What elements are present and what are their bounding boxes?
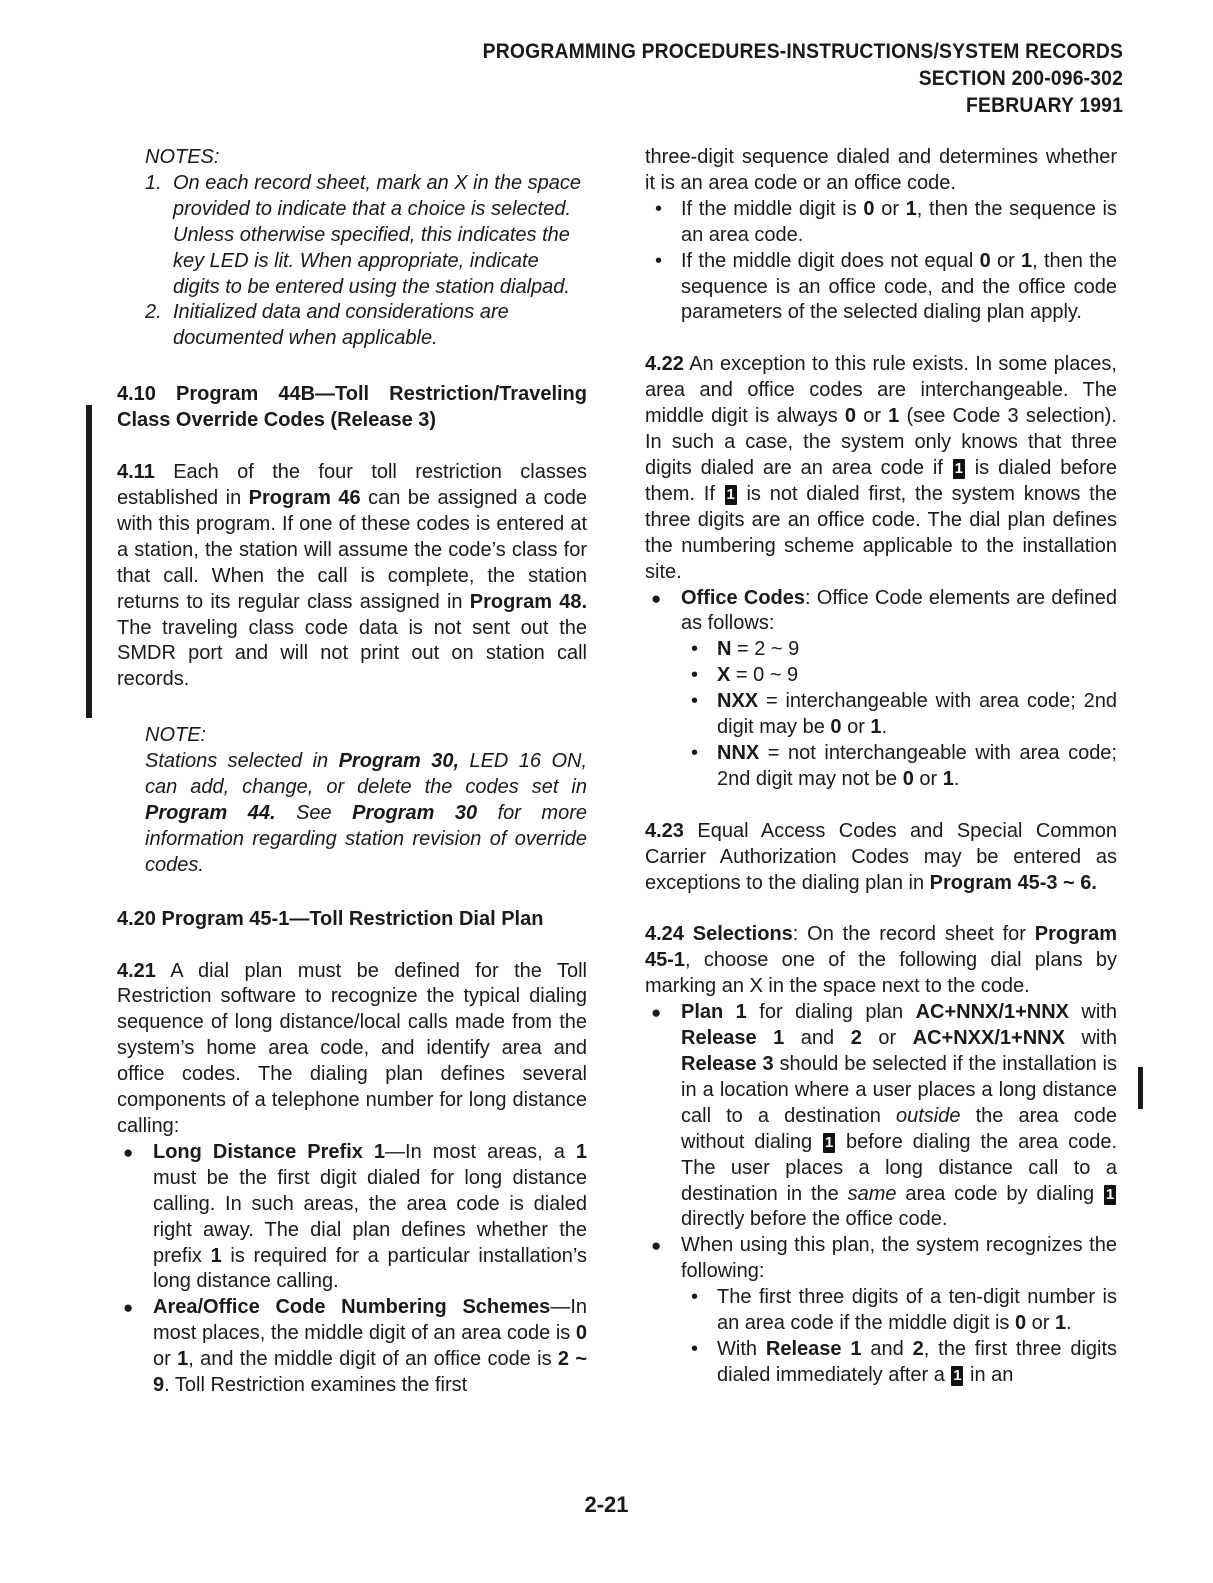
dial-plans-list	[645, 1000, 1117, 1389]
key-1-icon: 1	[954, 459, 963, 477]
paragraph-4-21: 4.21 A dial plan must be defined for the Toll Restriction software to recognize the typical dialing sequence of long distance/local calls made from the system’s home area code, and identify area and office codes. The dialing plan defines several components of a telephone number for long distance calling:	[117, 959, 587, 1137]
paragraph-4-23: 4.23 Equal Access Codes and Special Common Carrier Authorization Codes may be entered as exceptions to the dialing plan in Program 45-3 ~ 6.	[645, 819, 1117, 894]
element-nxx: • NXX = interchangeable with area code; 2nd digit may be 0 or 1.	[681, 689, 1117, 741]
list-item-office-codes: ● Office Codes: Office Code elements are defined as follows: • N = 2 ~ 9 • X = 0 ~ 9 • NXX = interchangeable with area code; 2nd digit may be 0 or 1. • NNX = not interchangeable with area code; 2nd digit may not be 0 or 1.	[645, 586, 1117, 793]
list-item-office-code-rule: • If the middle digit does not equal 0 or 1, then the sequence is an office code, and the office code parameters of the selected dialing plan apply.	[645, 249, 1117, 327]
continued-text: three-digit sequence dialed and determines whether it is an area code or an office code.	[645, 146, 1117, 194]
element-x: • X = 0 ~ 9	[681, 663, 1117, 689]
paragraph-4-24: 4.24 Selections: On the record sheet for Program 45-1, choose one of the following dial plans by marking an X in the space next to the code.	[645, 923, 1117, 998]
middle-digit-list	[645, 197, 1117, 327]
rule-ten-digit: • The first three digits of a ten-digit number is an area code if the middle digit is 0 or 1.	[681, 1285, 1117, 1337]
key-1-icon: 1	[726, 485, 735, 503]
note-block	[117, 723, 587, 878]
element-n: • N = 2 ~ 9	[681, 637, 1117, 663]
page-number: 2-21	[584, 1492, 629, 1517]
header-date: FEBRUARY 1991	[965, 94, 1123, 117]
heading-4-20: 4.20 Program 45-1—Toll Restriction Dial Plan	[117, 907, 544, 930]
paragraph-4-22: 4.22 An exception to this rule exists. In some places, area and office codes are interchangeable. The middle digit is always 0 or 1 (see Code 3 selection). In such a case, the system only knows that three digits dialed are an area code if 1 is dialed before them. If 1 is not dialed first, the system knows the three digits are an office code. The dial plan defines the numbering scheme applicable to the installation site.	[645, 353, 1117, 583]
heading-4-10: 4.10 Program 44B—Toll Restriction/Traveling Class Override Codes (Release 3)	[117, 383, 587, 432]
page-header	[483, 38, 1123, 119]
header-section: SECTION 200-096-302	[918, 67, 1123, 90]
element-nnx: • NNX = not interchangeable with area code; 2nd digit may not be 0 or 1.	[681, 741, 1117, 793]
note-1: 1. On each record sheet, mark an X in the space provided to indicate that a choice is selected. Unless otherwise specified, this indicates the key LED is lit. When appropriate, indicate digits to be entered using the station dialpad.	[145, 171, 581, 298]
office-codes-list	[645, 586, 1117, 793]
notes-title: NOTES:	[145, 146, 220, 168]
list-item-numbering-schemes: ● Area/Office Code Numbering Schemes—In most places, the middle digit of an area code is 0 or 1, and the middle digit of an office code is 2 ~ 9. Toll Restriction examines the first	[117, 1295, 587, 1399]
notes-block	[117, 145, 587, 352]
paragraph-4-11: 4.11 Each of the four toll restriction classes established in Program 46 can be assigned a code with this program. If one of these codes is entered at a station, the station will assume the code’s class for that call. When the call is complete, the station returns to its regular class assigned in Program 48. The traveling class code data is not sent out the SMDR port and will not print out on station call records.	[117, 461, 587, 691]
note-title: NOTE:	[145, 724, 207, 747]
right-column	[645, 145, 1117, 1389]
list-item-plan-1: ● Plan 1 for dialing plan AC+NNX/1+NNX with Release 1 and 2 or AC+NXX/1+NNX with Release 3 should be selected if the installation is in a location where a user places a long distance call to a destination outside the area code without dialing 1 before dialing the area code. The user places a long distance call to a destination in the same area code by dialing 1 directly before the office code.	[645, 1000, 1117, 1233]
list-item-area-code-rule: • If the middle digit is 0 or 1, then the sequence is an area code.	[645, 197, 1117, 249]
rule-release-1-2: • With Release 1 and 2, the first three digits dialed immediately after a 1 in an	[681, 1337, 1117, 1389]
list-item-long-distance-prefix: ● Long Distance Prefix 1—In most areas, a 1 must be the first digit dialed for long distance calling. In such areas, the area code is dialed right away. The dial plan defines whether the prefix 1 is required for a particular installation’s long distance calling.	[117, 1140, 587, 1295]
dial-plan-components-list	[117, 1140, 587, 1399]
revision-bar-left	[86, 405, 92, 718]
note-2: 2. Initialized data and considerations are documented when applicable.	[145, 301, 509, 350]
key-1-icon: 1	[953, 1366, 962, 1384]
revision-bar-right	[1138, 1067, 1143, 1109]
header-title: PROGRAMMING PROCEDURES-INSTRUCTIONS/SYSTEM RECORDS	[482, 40, 1123, 63]
office-code-elements	[645, 637, 1117, 792]
left-column	[117, 145, 587, 1399]
key-1-icon: 1	[1105, 1185, 1115, 1203]
key-1-icon: 1	[824, 1133, 834, 1151]
note-text: Stations selected in Program 30, LED 16 ON, can add, change, or delete the codes set in Program 44. See Program 30 for more information regarding station revision of override codes.	[145, 750, 587, 876]
list-item-system-recognizes: ● When using this plan, the system recognizes the following: • The first three digits of a ten-digit number is an area code if the middle digit is 0 or 1. • With Release 1 and 2, the first three digits dialed immediately after a 1 in an	[645, 1233, 1117, 1388]
recognition-rules	[645, 1285, 1117, 1389]
